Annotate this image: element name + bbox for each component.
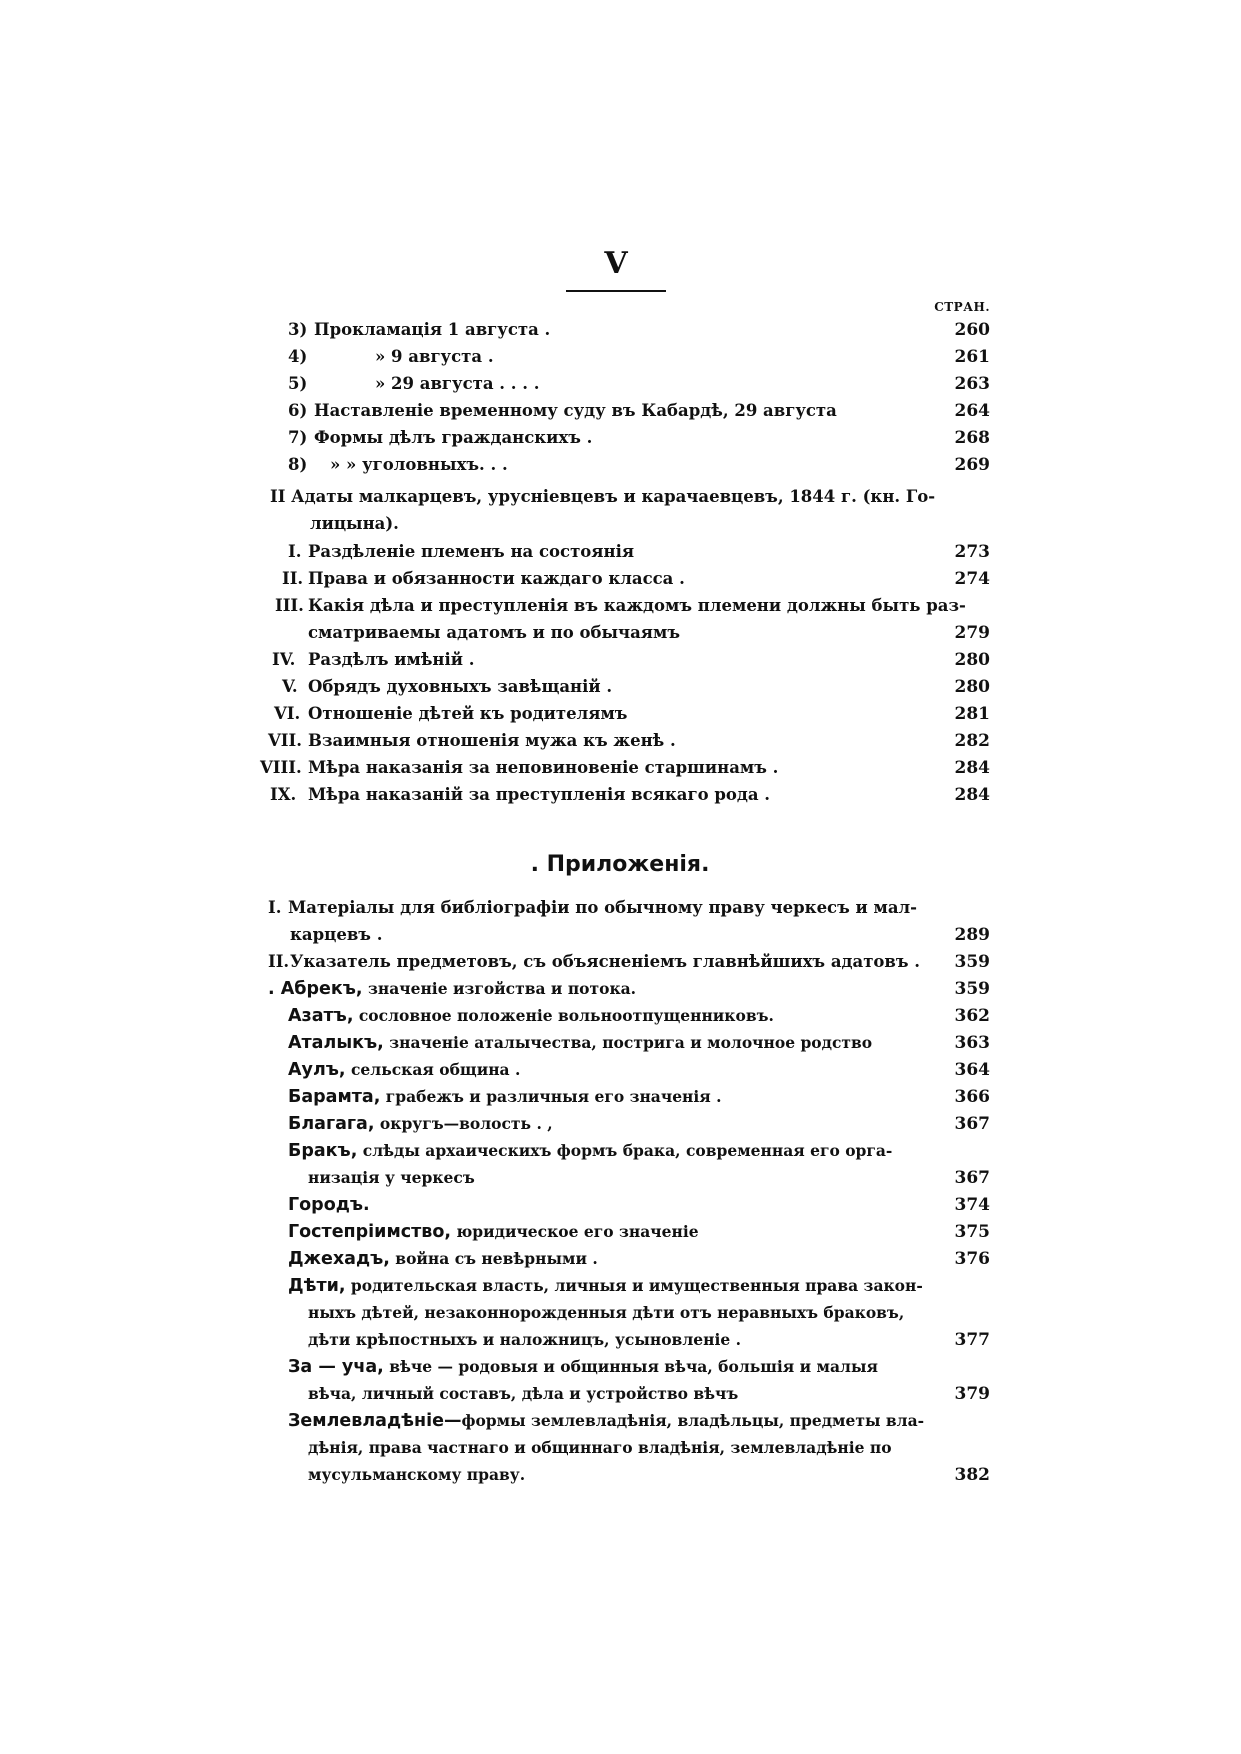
- toc-row: [0, 621, 1241, 649]
- index-entry-cont: [0, 1382, 1241, 1410]
- toc-page: 289: [954, 925, 990, 945]
- page-column-head: СТРАН.: [934, 300, 990, 314]
- index-entry-text: Дѣти, родительская власть, личныя и имущественныя права закон-: [288, 1276, 923, 1296]
- header-rule: [566, 290, 666, 292]
- toc-page: 264: [954, 401, 990, 421]
- toc-page: 377: [954, 1330, 990, 1350]
- toc-num: I.: [268, 898, 282, 917]
- toc-page: 273: [954, 542, 990, 562]
- toc-title: Обрядъ духовныхъ завѣщаній .: [308, 677, 613, 696]
- toc-num: 4): [288, 347, 308, 366]
- toc-title: Указатель предметовъ, съ объясненіемъ главнѣйшихъ адатовъ .: [290, 952, 921, 971]
- toc-page: 280: [954, 677, 990, 697]
- toc-title: Наставленіе временному суду въ Кабардѣ, 29 августа: [314, 401, 837, 420]
- toc-num: 3): [288, 320, 308, 339]
- index-entry: [0, 1031, 1241, 1059]
- toc-page: 268: [954, 428, 990, 448]
- toc-page: 359: [954, 979, 990, 999]
- toc-page: 261: [954, 347, 990, 367]
- toc-title: Раздѣлъ имѣній .: [308, 650, 475, 669]
- toc-num: IX.: [270, 785, 297, 804]
- toc-row: [0, 345, 1241, 373]
- toc-row: [0, 896, 1241, 924]
- toc-num: V.: [282, 677, 298, 696]
- toc-page: 282: [954, 731, 990, 751]
- toc-page: 281: [954, 704, 990, 724]
- toc-title-cont: карцевъ .: [290, 925, 383, 944]
- index-entry: [0, 1139, 1241, 1167]
- toc-page: 363: [954, 1033, 990, 1053]
- toc-title: Отношеніе дѣтей къ родителямъ: [308, 704, 628, 723]
- page-number: V: [604, 246, 628, 281]
- index-entry-text: . Абрекъ, значеніе изгойства и потока.: [268, 979, 637, 999]
- toc-row: [0, 372, 1241, 400]
- toc-title: Раздѣленіе племенъ на состоянія: [308, 542, 635, 561]
- toc-title: Мѣра наказанія за неповиновеніе старшинамъ .: [308, 758, 779, 777]
- toc-page: 284: [954, 758, 990, 778]
- index-entry-text: Азатъ, сословное положеніе вольноотпущенниковъ.: [288, 1006, 774, 1026]
- toc-page: 375: [954, 1222, 990, 1242]
- toc-row: [0, 453, 1241, 481]
- toc-num: II.: [268, 952, 290, 971]
- toc-num: I.: [288, 542, 302, 561]
- index-entry-text: Аталыкъ, значеніе аталычества, пострига и молочное родство: [288, 1033, 873, 1053]
- toc-title: Взаимныя отношенія мужа къ женѣ .: [308, 731, 676, 750]
- toc-title: » 9 августа .: [375, 347, 494, 366]
- toc-page: 364: [954, 1060, 990, 1080]
- index-entry-cont: [0, 1463, 1241, 1491]
- toc-num: III.: [275, 596, 304, 615]
- index-entry: [0, 1409, 1241, 1437]
- toc-num: 7): [288, 428, 308, 447]
- toc-num: VI.: [274, 704, 301, 723]
- index-entry-text: Гостепріимство, юридическое его значеніе: [288, 1222, 699, 1242]
- toc-row: [0, 540, 1241, 568]
- index-entry: [0, 1058, 1241, 1086]
- toc-page: 374: [954, 1195, 990, 1215]
- toc-page: 279: [954, 623, 990, 643]
- index-entry-text-cont: вѣча, личный составъ, дѣла и устройство вѣчъ: [308, 1384, 739, 1403]
- index-entry: [0, 1274, 1241, 1302]
- toc-title: » 29 августа . . . .: [375, 374, 540, 393]
- index-entry: [0, 1193, 1241, 1221]
- toc-num: IV.: [272, 650, 296, 669]
- index-entry-text: Бракъ, слѣды архаическихъ формъ брака, современная его орга-: [288, 1141, 893, 1161]
- toc-row: [0, 567, 1241, 595]
- toc-page: 366: [954, 1087, 990, 1107]
- toc-num: VII.: [268, 731, 302, 750]
- index-entry-cont: [0, 1166, 1241, 1194]
- index-entry-text-cont: низація у черкесъ: [308, 1168, 475, 1187]
- index-entry: [0, 1112, 1241, 1140]
- toc-page: 362: [954, 1006, 990, 1026]
- index-entry-text: Землевладѣніе—формы землевладѣнія, владѣльцы, предметы вла-: [288, 1411, 925, 1431]
- toc-row: [0, 756, 1241, 784]
- toc-page: 280: [954, 650, 990, 670]
- section-ii-title-cont: лицына).: [310, 514, 399, 533]
- toc-page: 274: [954, 569, 990, 589]
- toc-num: 5): [288, 374, 308, 393]
- toc-page: 263: [954, 374, 990, 394]
- index-entry-text: Барамта, грабежъ и различныя его значенія .: [288, 1087, 722, 1107]
- toc-page: 367: [954, 1168, 990, 1188]
- index-entry: [0, 1220, 1241, 1248]
- toc-title: Прокламація 1 августа .: [314, 320, 551, 339]
- index-entry-text-cont: дѣнія, права частнаго и общиннаго владѣнія, землевладѣніе по: [308, 1438, 892, 1457]
- toc-page: 382: [954, 1465, 990, 1485]
- toc-num: 8): [288, 455, 308, 474]
- index-entry: [0, 1085, 1241, 1113]
- index-entry-cont: [0, 1301, 1241, 1329]
- toc-page: 376: [954, 1249, 990, 1269]
- toc-page: 269: [954, 455, 990, 475]
- toc-page: 367: [954, 1114, 990, 1134]
- toc-row: [0, 729, 1241, 757]
- toc-title: Матеріалы для библіографіи по обычному праву черкесъ и мал-: [288, 898, 917, 917]
- toc-page: 284: [954, 785, 990, 805]
- section-ii-title: II Адаты малкарцевъ, урусніевцевъ и карачаевцевъ, 1844 г. (кн. Го-: [270, 487, 936, 506]
- index-entry-text: За — уча, вѣче — родовыя и общинныя вѣча, большія и малыя: [288, 1357, 878, 1377]
- index-entry-text: Джехадъ, война съ невѣрными .: [288, 1249, 598, 1269]
- appendix-heading: . Приложенія.: [530, 852, 710, 877]
- index-entry-cont: [0, 1436, 1241, 1464]
- index-entry-cont: [0, 1328, 1241, 1356]
- toc-row: [0, 426, 1241, 454]
- index-entry: [0, 1355, 1241, 1383]
- toc-title: Какія дѣла и преступленія въ каждомъ племени должны быть раз-: [308, 596, 966, 615]
- index-entry-text-cont: мусульманскому праву.: [308, 1465, 526, 1484]
- toc-title: Права и обязанности каждаго класса .: [308, 569, 685, 588]
- toc-row: [0, 923, 1241, 951]
- toc-row: [0, 594, 1241, 622]
- toc-row: [0, 675, 1241, 703]
- toc-page: 379: [954, 1384, 990, 1404]
- toc-row: [0, 318, 1241, 346]
- index-entry-text-cont: дѣти крѣпостныхъ и наложницъ, усыновленіе .: [308, 1330, 741, 1349]
- index-entry: [0, 977, 1241, 1005]
- toc-row: [0, 702, 1241, 730]
- toc-page: 359: [954, 952, 990, 972]
- index-entry-text: Аулъ, сельская община .: [288, 1060, 521, 1080]
- index-entry-text-cont: ныхъ дѣтей, незаконнорожденныя дѣти отъ неравныхъ браковъ,: [308, 1303, 905, 1322]
- toc-title: » » уголовныхъ. . .: [330, 455, 508, 474]
- index-entry: [0, 1004, 1241, 1032]
- index-entry-text: Благага, округъ—волость . ,: [288, 1114, 553, 1134]
- toc-title: Мѣра наказаній за преступленія всякаго рода .: [308, 785, 771, 804]
- index-entry: [0, 1247, 1241, 1275]
- toc-row: [0, 783, 1241, 811]
- toc-row: [0, 399, 1241, 427]
- toc-title: Формы дѣлъ гражданскихъ .: [314, 428, 593, 447]
- toc-row: [0, 648, 1241, 676]
- toc-num: II.: [282, 569, 304, 588]
- index-entry-text: Городъ.: [288, 1195, 370, 1215]
- toc-num: 6): [288, 401, 308, 420]
- toc-page: 260: [954, 320, 990, 340]
- toc-num: VIII.: [260, 758, 302, 777]
- toc-row: [0, 950, 1241, 978]
- toc-title-cont: сматриваемы адатомъ и по обычаямъ: [308, 623, 680, 642]
